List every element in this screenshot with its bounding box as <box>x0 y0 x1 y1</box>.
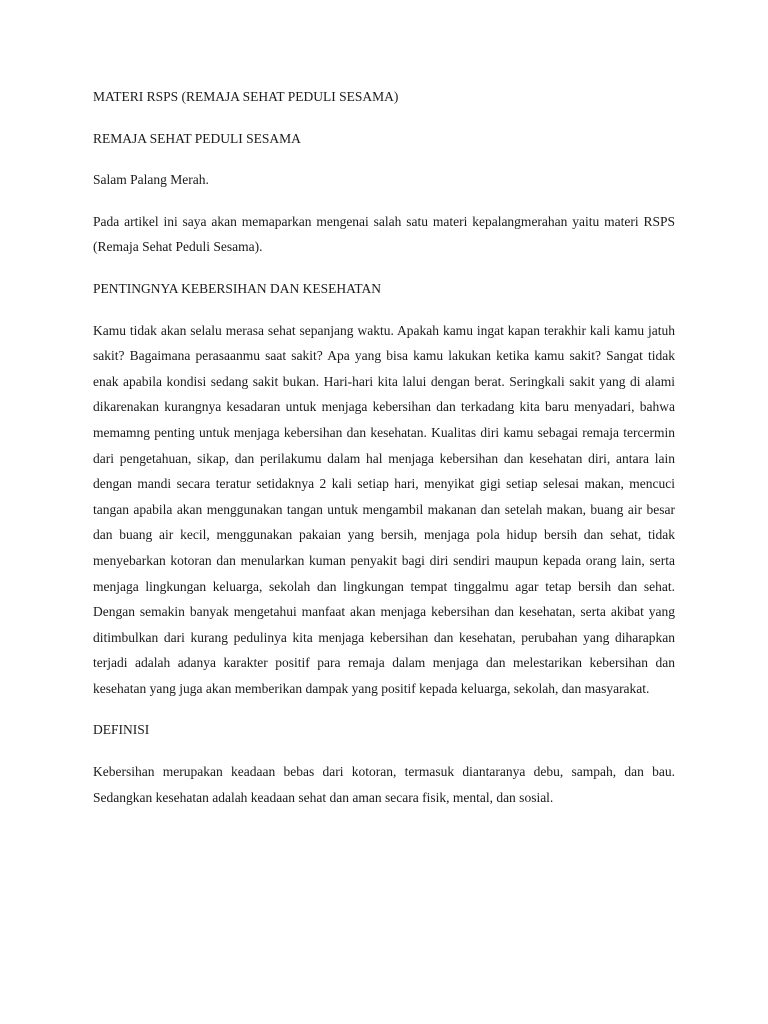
section-heading-definition: DEFINISI <box>93 722 150 738</box>
section-body-importance: Kamu tidak akan selalu merasa sehat sepanjang waktu. Apakah kamu ingat kapan terakhir kali kamu jatuh sakit? Bagaimana perasaanmu saat sakit? Apa yang bisa kamu lakukan ketika kamu sakit? Sangat tidak enak apabila kondisi sedang sakit bukan. Hari-hari kita lalui dengan berat. Seringkali sakit yang di alami dikarenakan kurangnya kesadaran untuk menjaga kebersihan dan terkadang kita baru menyadari, bahwa memamng penting untuk menjaga kebersihan dan kesehatan. Kualitas diri kamu sebagai remaja tercermin dari pengetahuan, sikap, dan perilakumu dalam hal menjaga kebersihan dan kesehatan diri, antara lain dengan mandi secara teratur setidaknya 2 kali setiap hari, menyikat gigi setiap selesai makan, mencuci tangan apabila akan menggunakan tangan untuk mengambil makanan dan setelah makan, buang air besar dan buang air kecil, menggunakan pakaian yang bersih, menjaga pola hidup bersih dan sehat, tidak menyebarkan kotoran dan menularkan kuman penyakit bagi diri sendiri maupun kepada orang lain, serta menjaga lingkungan keluarga, sekolah dan lingkungan tempat tinggalmu agar tetap bersih dan sehat. Dengan semakin banyak mengetahui manfaat akan menjaga kebersihan dan kesehatan, serta akibat yang ditimbulkan dari kurang pedulinya kita menjaga kebersihan dan kesehatan, perubahan yang diharapkan terjadi adalah adanya karakter positif para remaja dalam menjaga dan melestarikan kebersihan dan kesehatan yang juga akan memberikan dampak yang positif kepada keluarga, sekolah, dan masyarakat. <box>93 322 675 696</box>
greeting-text: Salam Palang Merah. <box>93 172 209 188</box>
document-subtitle: REMAJA SEHAT PEDULI SESAMA <box>93 130 301 146</box>
section-heading-importance: PENTINGNYA KEBERSIHAN DAN KESEHATAN <box>93 280 382 296</box>
document-page <box>93 84 675 826</box>
document-title: MATERI RSPS (REMAJA SEHAT PEDULI SESAMA) <box>93 89 399 104</box>
section-body-definition: Kebersihan merupakan keadaan bebas dari kotoran, termasuk diantaranya debu, sampah, dan bau. Sedangkan kesehatan adalah keadaan sehat dan aman secara fisik, mental, dan sosial. <box>93 764 675 805</box>
intro-paragraph: Pada artikel ini saya akan memaparkan mengenai salah satu materi kepalangmerahan yaitu materi RSPS (Remaja Sehat Peduli Sesama). <box>93 213 675 255</box>
